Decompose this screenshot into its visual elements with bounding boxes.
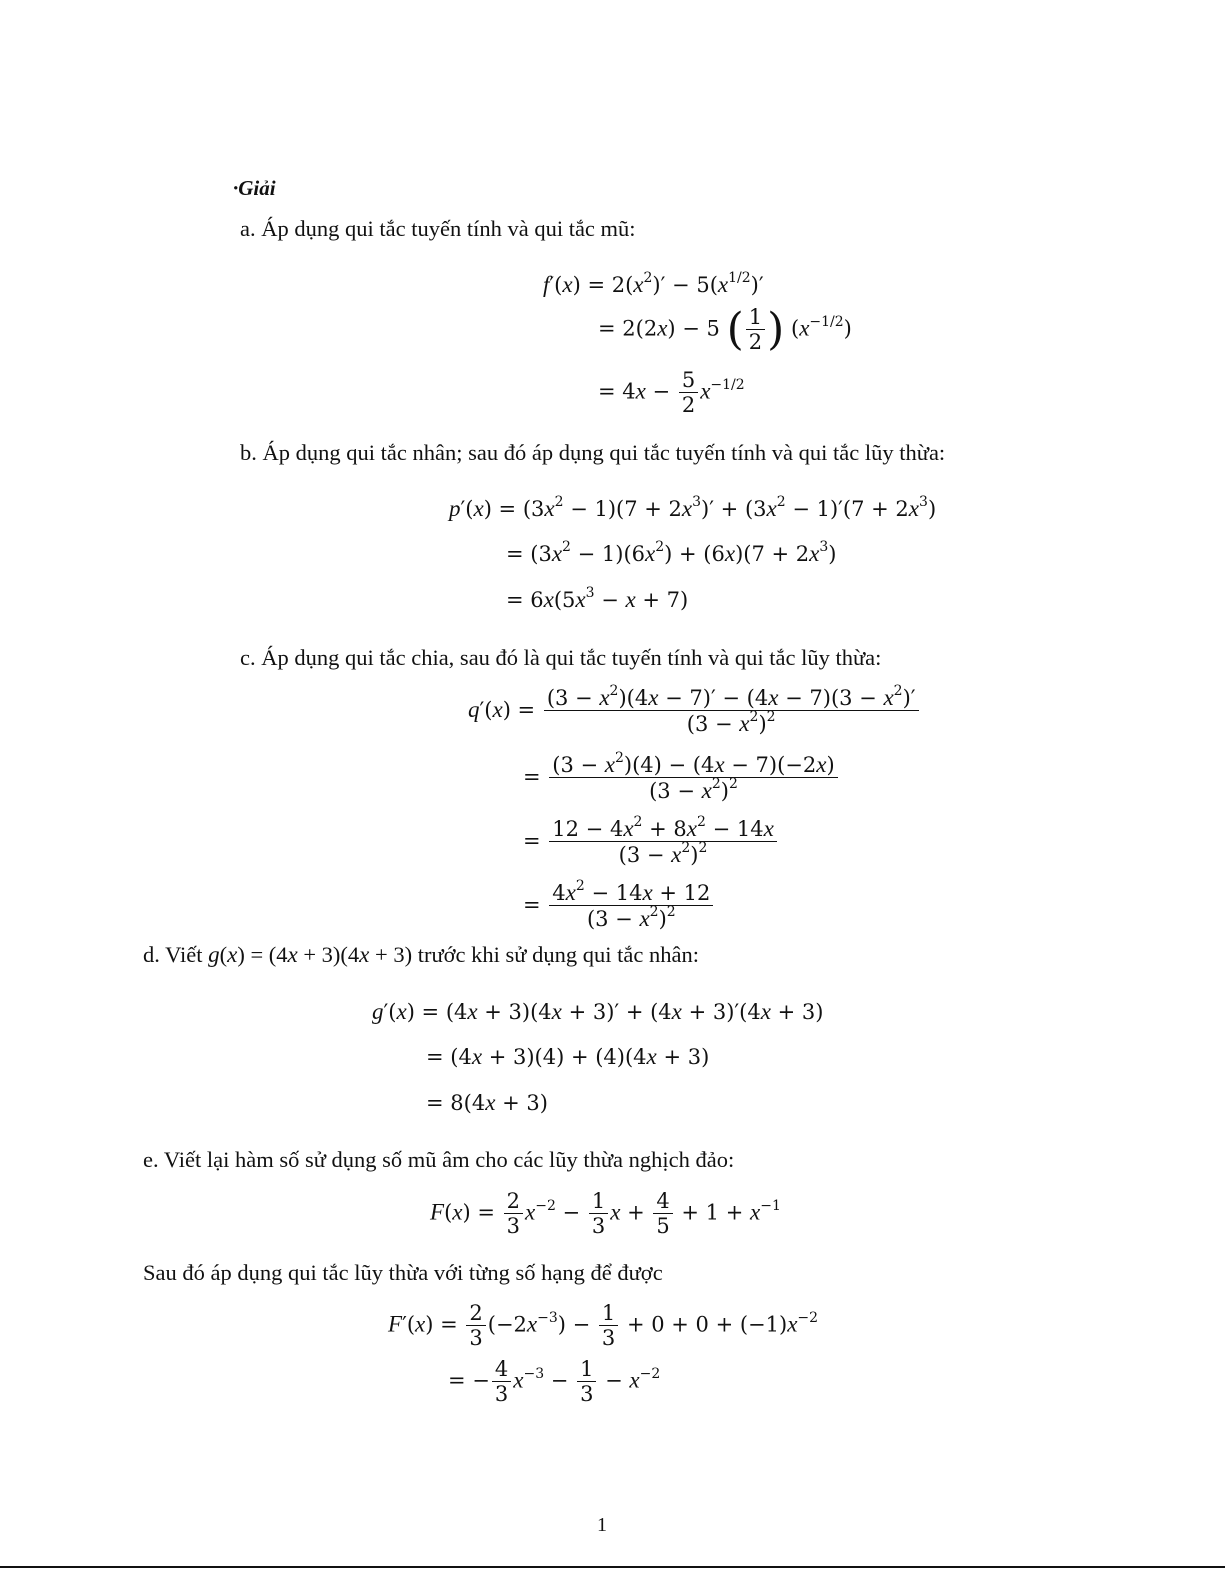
part-d-inline-math: g [208, 942, 220, 967]
part-d-eq2: = (4x + 3)(4) + (4)(4x + 3) [426, 1044, 710, 1069]
part-d-text-after: trước khi sử dụng qui tắc nhân: [412, 942, 699, 967]
part-c-eq3: = $\frac{12 - 4x^2 + 8x^2 - 14x}{(3 - x^2)^2}$ [523, 816, 779, 869]
part-e-text2: Sau đó áp dụng qui tắc lũy thừa với từng số hạng để được [143, 1260, 663, 1285]
part-b-eq1: $p'(x) = (3x^2 - 1)(7 + 2x^3)' + (3x^2 - 1)'(7 + 2x^3)$ [449, 494, 937, 521]
part-e-eq2: F′(x) = $\frac{2}{3}$ $(-2x^{-3})$ − $\frac{1}{3}$ + $0 + 0 + (-1)x^{-2}$ [388, 1301, 819, 1351]
part-b-eq3: = $6x(5x^3 - x + 7)$ [506, 585, 689, 612]
part-c-eq4: = $\frac{4x^2 - 14x + 12}{(3 - x^2)^2}$ [523, 880, 715, 933]
part-e-text: e. Viết lại hàm số sử dụng số mũ âm cho các lũy thừa nghịch đảo: [143, 1147, 735, 1172]
part-a-eq1: $f'(x) = 2(x^2)' - 5(x^{1/2})'$ [543, 270, 764, 297]
part-d-eq1: g′(x) = (4x + 3)(4x + 3)′ + (4x + 3)′(4x + 3) [372, 999, 824, 1024]
part-d-text: d. Viết g(x) = (4x + 3)(4x + 3) trước khi sử dụng qui tắc nhân: [143, 942, 699, 967]
part-e-eq3: = − $\frac{4}{3}$ $x^{-3}$ − $\frac{1}{3}$ − $x^{-2}$ [448, 1357, 661, 1407]
part-c-eq1: q′(x) = $\frac{(3 - x^2)(4x - 7)' - (4x - 7)(3 - x^2)'}{(3 - x^2)^2}$ [468, 685, 921, 738]
part-c-text: c. Áp dụng qui tắc chia, sau đó là qui tắc tuyến tính và qui tắc lũy thừa: [240, 645, 882, 670]
part-c-eq2: = $\frac{(3 - x^2)(4) - (4x - 7)(-2x)}{(3 - x^2)^2}$ [523, 752, 840, 805]
part-b-text: b. Áp dụng qui tắc nhân; sau đó áp dụng qui tắc tuyến tính và qui tắc lũy thừa: [240, 440, 946, 465]
part-b-eq2: = $(3x^2 - 1)(6x^2) + (6x)(7 + 2x^3)$ [506, 539, 837, 566]
part-a-eq3: = 4x − $\frac{5}{2}$ $x^{-1/2}$ [598, 368, 745, 418]
part-d-text-before: d. Viết [143, 942, 209, 967]
bottom-rule [0, 1566, 1225, 1568]
part-e-eq1: F(x) = $\frac{2}{3}$ $x^{-2}$ − $\frac{1}{3}$ x + $\frac{4}{5}$ + $1 + x^{-1}$ [430, 1189, 781, 1239]
page-number: 1 [597, 1514, 607, 1536]
part-d-eq3: = 8(4x + 3) [426, 1090, 548, 1115]
part-a-text: a. Áp dụng qui tắc tuyến tính và qui tắc mũ: [240, 216, 636, 241]
part-a-eq2: = 2(2x) − 5 ( $\frac{1}{2}$ ) $(x^{-1/2})$ [598, 304, 852, 356]
solution-heading: ·Giải [233, 176, 276, 200]
